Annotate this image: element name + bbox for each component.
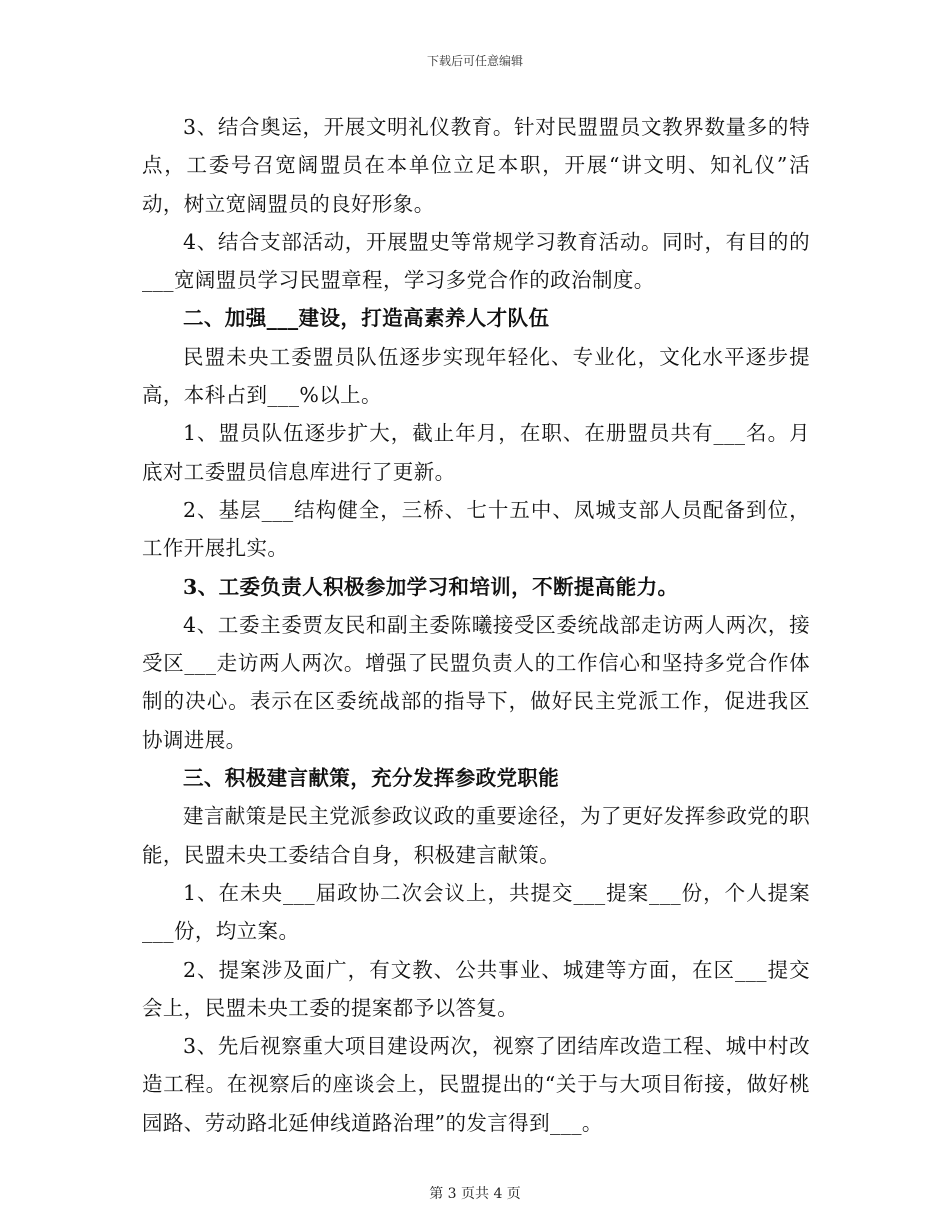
page-footer: 第 3 页共 4 页 [429, 1186, 521, 1202]
bold-item: 3、工委负责人积极参加学习和培训，不断提高能力。 [183, 574, 679, 599]
paragraph: 建言献策是民主党派参政议政的重要途径，为了更好发挥参政党的职能，民盟未央工委结合自身，积极建言献策。 [142, 804, 810, 867]
paragraph: 3、先后视察重大项目建设两次，视察了团结库改造工程、城中村改造工程。在视察后的座谈会上，民盟提出的“关于与大项目衔接，做好桃园路、劳动路北延伸线道路治理”的发言得到___。 [142, 1034, 810, 1135]
paragraph: 1、在未央___届政协二次会议上，共提交___提案___份，个人提案___份，均立案。 [142, 880, 810, 944]
paragraph: 民盟未央工委盟员队伍逐步实现年轻化、专业化，文化水平逐步提高，本科占到___%以上。 [142, 344, 810, 408]
section-heading: 二、加强___建设，打造高素养人才队伍 [183, 306, 550, 331]
paragraph: 1、盟员队伍逐步扩大，截止年月，在职、在册盟员共有___名。月底对工委盟员信息库进行了更新。 [142, 421, 810, 484]
paragraph: 3、结合奥运，开展文明礼仪教育。针对民盟盟员文教界数量多的特点，工委号召宽阔盟员在本单位立足本职，开展“讲文明、知礼仪”活动，树立宽阔盟员的良好形象。 [142, 115, 810, 216]
paragraph: 4、结合支部活动，开展盟史等常规学习教育活动。同时，有目的的___宽阔盟员学习民盟章程，学习多党合作的政治制度。 [142, 229, 810, 293]
document-body [142, 108, 810, 1142]
page-header: 下载后可任意编辑 [426, 54, 523, 68]
section-heading: 三、积极建言献策，充分发挥参政党职能 [183, 766, 560, 791]
paragraph: 2、基层___结构健全，三桥、七十五中、凤城支部人员配备到位，工作开展扎实。 [142, 497, 810, 561]
paragraph: 2、提案涉及面广，有文教、公共事业、城建等方面，在区___提交会上，民盟未央工委的提案都予以答复。 [142, 957, 810, 1020]
paragraph: 4、工委主委贾友民和副主委陈曦接受区委统战部走访两人两次，接受区___走访两人两次。增强了民盟负责人的工作信心和坚持多党合作体制的决心。表示在区委统战部的指导下，做好民主党派工作，促进我区协调进展。 [142, 612, 810, 752]
